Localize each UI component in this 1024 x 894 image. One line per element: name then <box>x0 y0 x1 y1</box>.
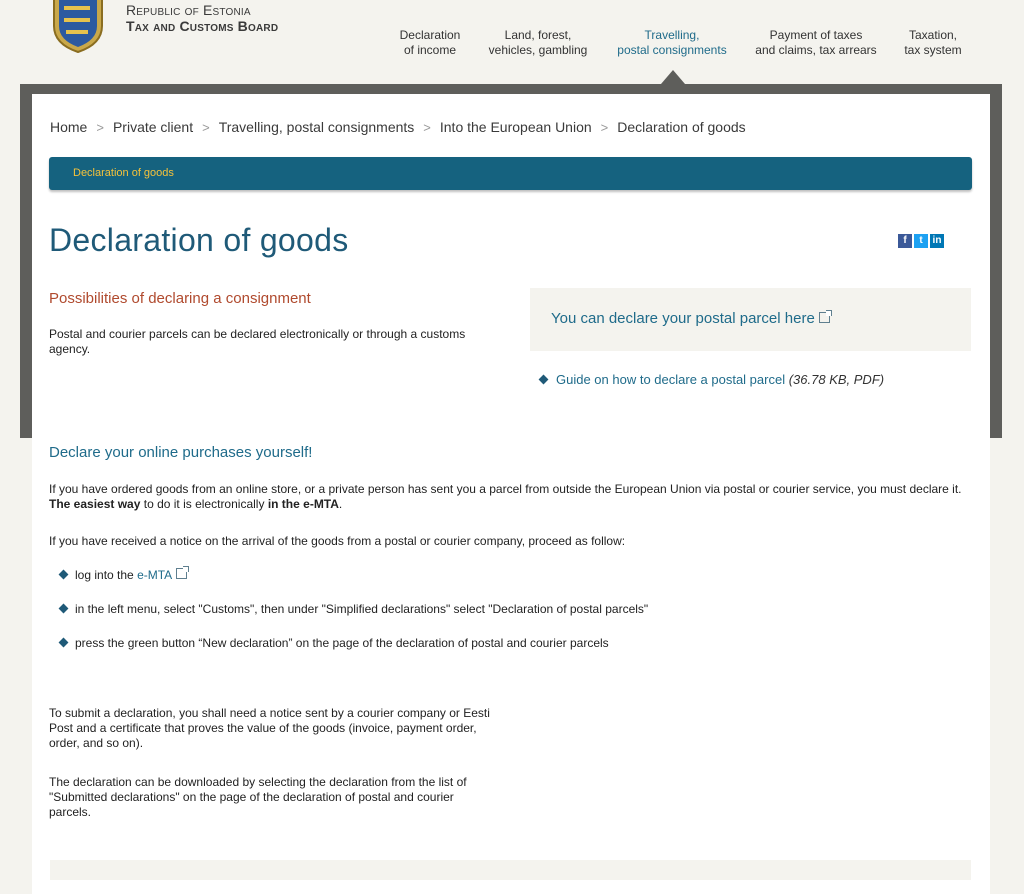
guide-file-meta: (36.78 KB, PDF) <box>788 372 885 387</box>
facebook-share-icon[interactable]: f <box>898 234 912 248</box>
twitter-share-icon[interactable]: t <box>914 234 928 248</box>
emta-link[interactable] <box>137 568 187 582</box>
breadcrumb-separator-icon: > <box>423 120 431 135</box>
list-item <box>60 636 609 650</box>
nav-item-line2: of income <box>403 43 457 57</box>
paragraph-download-declaration: The declaration can be downloaded by selecting the declaration from the list of "Submitted declarations" on the page of the declaration of postal and courier parcels. <box>49 775 467 819</box>
guide-pdf-link[interactable]: Guide on how to declare a postal parcel <box>556 372 786 387</box>
paragraph-text: to do it is electronically <box>143 497 265 511</box>
linkedin-share-icon[interactable]: in <box>930 234 944 248</box>
breadcrumb-private-client[interactable]: Private client <box>112 119 194 135</box>
paragraph-text: If you have ordered goods from an online store, or a private person has sent you a parcel from outside the European Union via postal or courier service, you must declare it. <box>49 482 962 496</box>
paragraph-bold-text: The easiest way <box>49 497 141 511</box>
paragraph-period: . <box>338 497 343 511</box>
main-navigation <box>0 28 1024 68</box>
bottom-info-box <box>50 860 971 880</box>
subnav-item-declaration-of-goods[interactable]: Declaration of goods <box>73 167 174 179</box>
nav-item-line2: tax system <box>904 43 962 57</box>
sub-navigation-bar <box>49 157 972 190</box>
nav-item-line1: Declaration <box>399 28 461 42</box>
page-title: Declaration of goods <box>49 222 349 258</box>
declare-parcel-link[interactable] <box>551 310 830 327</box>
nav-item-payment-of-taxes[interactable] <box>753 28 879 58</box>
section-text-possibilities: Postal and courier parcels can be declared electronically or through a customs agency. <box>49 327 466 356</box>
nav-item-line2: and claims, tax arrears <box>755 43 877 57</box>
paragraph-bold-text: in the e-MTA <box>267 497 339 511</box>
nav-item-taxation[interactable] <box>901 28 965 58</box>
breadcrumb-into-eu[interactable]: Into the European Union <box>439 119 592 135</box>
nav-item-land-forest[interactable] <box>486 28 590 58</box>
paragraph-notice: If you have received a notice on the arrival of the goods from a postal or courier company, proceed as follow: <box>49 534 626 548</box>
nav-item-line2: vehicles, gambling <box>488 43 588 57</box>
active-nav-indicator <box>661 70 685 84</box>
guide-download <box>540 372 884 387</box>
breadcrumb-separator-icon: > <box>96 120 104 135</box>
external-link-icon <box>176 568 187 579</box>
list-item <box>60 602 648 616</box>
nav-item-line1: Payment of taxes <box>769 28 863 42</box>
nav-item-declaration-of-income[interactable] <box>398 28 462 58</box>
diamond-bullet-icon <box>59 570 69 580</box>
nav-item-line1: Travelling, <box>644 28 700 42</box>
paragraph-online-purchases <box>49 482 969 512</box>
share-buttons <box>898 234 946 248</box>
breadcrumb-travelling[interactable]: Travelling, postal consignments <box>218 119 415 135</box>
diamond-bullet-icon <box>539 375 549 385</box>
section-title-possibilities: Possibilities of declaring a consignment <box>49 290 311 307</box>
external-link-icon <box>819 312 830 323</box>
section-title-online-purchases: Declare your online purchases yourself! <box>49 444 313 461</box>
step-text: press the green button “New declaration” on the page of the declaration of postal and courier parcels <box>75 636 609 650</box>
paragraph-submit-requirements: To submit a declaration, you shall need a notice sent by a courier company or Eesti Post and a certificate that proves the value of the goods (invoice, payment order, order, and so on). <box>49 706 490 750</box>
nav-item-line1: Taxation, <box>908 28 958 42</box>
emta-link-text: e-MTA <box>137 568 173 582</box>
org-name-line1: Republic of Estonia <box>126 2 251 18</box>
declare-parcel-link-text: You can declare your postal parcel here <box>551 310 815 327</box>
breadcrumb-separator-icon: > <box>202 120 210 135</box>
diamond-bullet-icon <box>59 638 69 648</box>
diamond-bullet-icon <box>59 604 69 614</box>
org-name-line2: Tax and Customs Board <box>126 18 279 34</box>
breadcrumb-current: Declaration of goods <box>617 119 746 135</box>
breadcrumb-home[interactable]: Home <box>50 119 88 135</box>
declare-parcel-box <box>530 288 971 351</box>
list-item <box>60 568 187 582</box>
breadcrumb <box>50 119 746 135</box>
nav-item-line1: Land, forest, <box>504 28 572 42</box>
nav-item-line2: postal consignments <box>617 43 727 57</box>
step-text: in the left menu, select "Customs", then under "Simplified declarations" select "Declaration of postal parcels" <box>75 602 649 616</box>
breadcrumb-separator-icon: > <box>600 120 609 135</box>
step-text: log into the <box>75 568 134 582</box>
nav-item-travelling[interactable] <box>614 28 730 58</box>
